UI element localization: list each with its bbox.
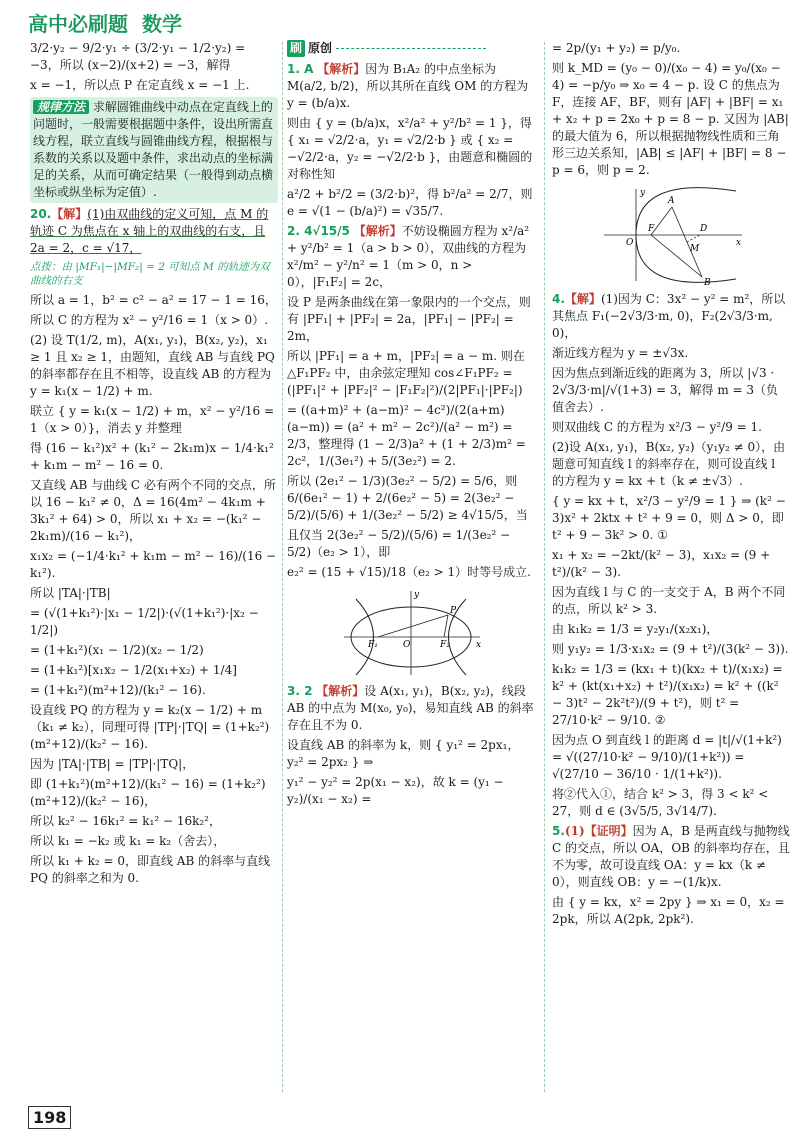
point-label-m: M <box>690 244 700 254</box>
text-line: 即 (1+k₁²)(m²+12)/(k₁² − 16) = (1+k₂²)(m²+12)/(k₂² − 16)， <box>30 777 266 808</box>
segment-bf <box>651 235 702 277</box>
segment-pf2 <box>444 615 448 637</box>
ellipse-hyperbola-figure <box>336 587 486 677</box>
text-line: x₁x₂ = (−1/4·k₁² + k₁m − m² − 16)/(16 − k₁²). <box>30 549 277 580</box>
column-3 <box>552 40 790 931</box>
column-1 <box>30 40 278 890</box>
text-line: 3/2·y₂ − 9/2·y₁ ÷ (3/2·y₁ − 1/2·y₂) = −3，所以 (x−2)/(x+2) = −3，解得 <box>30 41 246 72</box>
origin-label: O <box>403 640 411 650</box>
text-line: 将②代入①，结合 k² > 3，得 3 < k² < 27，则 d ∈ (3√5/5, 3√14/7). <box>552 787 769 818</box>
text-line: = (1+k₁²)(x₁ − 1/2)(x₂ − 1/2) <box>30 643 204 657</box>
section-heading <box>287 40 535 57</box>
text-line: 所以 a = 1，b² = c² − a² = 17 − 1 = 16， <box>30 293 277 307</box>
method-label: 规律方法 <box>33 100 89 114</box>
text-line: 因为点 O 到直线 l 的距离 d = |t|/√(1+k²) = √((27/10·k² − 9/10)/(1+k²)) = √(27/10 − 36/10 · 1/(1+k²)). <box>552 733 782 781</box>
page-number: 198 <box>28 1106 71 1129</box>
point-label-f: F <box>648 224 655 234</box>
point-label-d: D <box>700 224 708 234</box>
text-line: a²/2 + b²/2 = (3/2·b)²，得 b²/a² = 2/7，则 e = √(1 − (b/a)²) = √35/7. <box>287 187 533 218</box>
text-line: = (1+k₁²)[x₁x₂ − 1/2(x₁+x₂) + 1/4] <box>30 663 237 677</box>
text-line: 则 k_MD = (y₀ − 0)/(x₀ − 4) = y₀/(x₀ − 4) = −p/y₀ ⇒ x₀ = 4 − p. 设 C 的焦点为 F，连接 AF，BF，则有 |AF| + |BF| = x₁ + x₂ + p = 2x₀ + p = 8 − p. 又因为 |AB| 的最大值为 6，所以根据抛物线性质和三角形三边关系知，|AB| ≤ |AF| + |BF| = 8 − p = 6，则 p = 2. <box>552 61 789 177</box>
text-line: x = −1，所以点 P 在定直线 x = −1 上. <box>30 78 250 92</box>
text-line: 所以 k₂² − 16k₁² = k₁² − 16k₂²， <box>30 814 221 828</box>
text-line: 因为直线 l 与 C 的一支交于 A，B 两个不同的点，所以 k² > 3. <box>552 585 786 616</box>
text-line: (1)由双曲线的定义可知，点 M 的轨迹 C 为焦点在 x 轴上的双曲线的右支，且 2a = 2，c = √17， <box>30 207 269 255</box>
analysis-tag: 【解析】 <box>316 684 365 698</box>
solution-tag: 【解】 <box>564 292 601 306</box>
analysis-tag: 【解析】 <box>353 224 402 238</box>
point-label-p: P <box>450 606 457 616</box>
axis-label-y: y <box>414 590 420 600</box>
text-line: e₂² = (15 + √15)/18（e₂ > 1）时等号成立. <box>287 565 531 579</box>
text-line: 不妨设椭圆方程为 x²/a² + y²/b² = 1（a > b > 0），双曲线的方程为 x²/m² − y²/n² = 1（m > 0，n > 0），|F₁F₂| = 2c， <box>287 224 530 289</box>
text-line: 所以 |PF₁| = a + m，|PF₂| = a − m. 则在 △F₁PF₂ 中，由余弦定理知 cos∠F₁PF₂ = (|PF₁|² + |PF₂|² − |F₁F₂|²)/(2|PF₁|·|PF₂|) <box>287 349 525 397</box>
section-title: 原创 <box>308 41 333 55</box>
text-line: y₁² − y₂² = 2p(x₁ − x₂)，故 k = (y₁ − y₂)/(x₁ − x₂) = <box>287 775 504 806</box>
text-line: 因为 |TA|·|TB| = |TP|·|TQ|， <box>30 757 195 771</box>
text-line: 由 k₁k₂ = 1/3 = y₂y₁/(x₂x₁)， <box>552 622 719 636</box>
text-line: (1)因为 C：3x² − y² = m²，所以其焦点 F₁(−2√3/3·m, 0)，F₂(2√3/3·m, 0)， <box>552 292 786 340</box>
column-2 <box>287 40 535 811</box>
question-number: 2. 4√15/5 <box>287 224 350 238</box>
section-badge: 刷 <box>287 40 305 57</box>
subject-title: 数学 <box>142 12 182 36</box>
text-line: 渐近线方程为 y = ±√3x. <box>552 346 689 360</box>
column-divider-1 <box>282 42 283 1092</box>
axis-label-x: x <box>736 238 742 248</box>
origin-label: O <box>626 238 634 248</box>
text-line: = 2p/(y₁ + y₂) = p/y₀. <box>552 41 681 55</box>
axis-label-x: x <box>476 640 482 650</box>
solution-tag: 【解】 <box>51 207 88 221</box>
page-header <box>28 8 278 34</box>
text-line: 因为 B₁A₂ 的中点坐标为 M(a/2, b/2)，所以其所在直线 OM 的方程为 y = (b/a)x. <box>287 62 529 110</box>
text-line: 设直线 PQ 的方程为 y = k₂(x − 1/2) + m（k₁ ≠ k₂），同理可得 |TP|·|TQ| = (1+k₂²)(m²+12)/(k₂² − 16). <box>30 703 270 751</box>
question-number: 3. 2 <box>287 684 313 698</box>
point-label-b: B <box>704 278 711 285</box>
text-line: 所以 k₁ = −k₂ 或 k₁ = k₂（舍去）， <box>30 834 226 848</box>
proof-tag: (1)【证明】 <box>564 824 633 838</box>
axis-label-y: y <box>640 188 646 198</box>
text-line: 且仅当 2(3e₂² − 5/2)/(5/6) = 1/(3e₂² − 5/2)（e₂ > 1），即 <box>287 528 511 559</box>
method-box <box>30 97 278 203</box>
segment-md <box>687 235 700 242</box>
parabola-figure <box>596 185 746 285</box>
book-title: 高中必刷题 <box>28 12 128 36</box>
text-line: k₁k₂ = 1/3 = (kx₁ + t)(kx₂ + t)/(x₁x₂) = k² + (kt(x₁+x₂) + t²)/(x₁x₂) = k² + ((k² − 3)t² − 2k²t²)/(9 + t²)，则 t² = 27/10·k² − 9/10. ② <box>552 662 783 727</box>
text-line: 因为焦点到渐近线的距离为 3，所以 |√3 · 2√3/3·m|/√(1+3) = 3，解得 m = 3（负值舍去）. <box>552 366 779 414</box>
question-number: 4. <box>552 292 565 306</box>
point-label-f1: F₁ <box>368 640 378 650</box>
question-number: 1. A <box>287 62 314 76</box>
text-line: 得 (16 − k₁²)x² + (k₁² − 2k₁m)x − 1/4·k₁² + k₁m − m² − 16 = 0. <box>30 441 274 472</box>
text-line: 则 y₁y₂ = 1/3·x₁x₂ = (9 + t²)/(3(k² − 3)). <box>552 642 789 656</box>
question-number: 20. <box>30 207 52 221</box>
analysis-tag: 【解析】 <box>317 62 366 76</box>
text-line: 所以 C 的方程为 x² − y²/16 = 1（x > 0）. <box>30 313 269 327</box>
text-line: { y = kx + t，x²/3 − y²/9 = 1 } ⇒ (k² − 3)x² + 2ktx + t² + 9 = 0，则 Δ > 0，即 t² + 9 − 3k² > 0. ① <box>552 494 786 542</box>
text-line: 则双曲线 C 的方程为 x²/3 − y²/9 = 1. <box>552 420 762 434</box>
point-label-a: A <box>668 196 675 206</box>
text-line: 所以 k₁ + k₂ = 0，即直线 AB 的斜率与直线 PQ 的斜率之和为 0. <box>30 854 271 885</box>
question-number: 5. <box>552 824 565 838</box>
text-line: 设 P 是两条曲线在第一象限内的一个交点，则有 |PF₁| + |PF₂| = 2a，|PF₁| − |PF₂| = 2m， <box>287 295 531 343</box>
text-line: 所以 |TA|·|TB| <box>30 586 111 600</box>
text-line: 由 { y = kx，x² = 2py } ⇒ x₁ = 0，x₂ = 2pk，所以 A(2pk, 2pk²). <box>552 895 785 926</box>
text-line: 联立 { y = k₁(x − 1/2) + m，x² − y²/16 = 1（x > 0）}，消去 y 并整理 <box>30 404 275 435</box>
text-line: = (√(1+k₁²)·|x₁ − 1/2|)·(√(1+k₁²)·|x₂ − 1/2|) <box>30 606 259 637</box>
text-line: 设 A(x₁, y₁)，B(x₂, y₂)，线段 AB 的中点为 M(x₀, y₀)，易知直线 AB 的斜率存在且不为 0. <box>287 684 534 732</box>
section-rule <box>336 48 486 49</box>
text-line: 因为 A，B 是两直线与抛物线 C 的交点，所以 OA，OB 的斜率均存在，且不为零，故可设直线 OA：y = kx（k ≠ 0），则直线 OB：y = −(1/k)x. <box>552 824 790 889</box>
text-line: 设直线 AB 的斜率为 k，则 { y₁² = 2px₁，y₂² = 2px₂ } ⇒ <box>287 738 520 769</box>
text-line: 所以 (2e₁² − 1/3)(3e₂² − 5/2) = 5/6，则 6/(6e₁² − 1) + 2/(6e₂² − 5) = 2(3e₂² − 5/2)/(5/6) + 1/(3e₂² − 5/2) ≥ 4√15/5，当 <box>287 474 528 522</box>
column-divider-2 <box>544 42 545 1092</box>
text-line: (2)设 A(x₁, y₁)，B(x₂, y₂)（y₁y₂ ≠ 0），由题意可知直线 l 的斜率存在，则可设直线 l 的方程为 y = kx + t（k ≠ ±√3）. <box>552 440 786 488</box>
method-text: 求解圆锥曲线中动点在定直线上的问题时，一般需要根据题中条件，设出所需直线方程，联立直线与圆锥曲线方程，根据根与系数的关系以及题中条件，求出动点的坐标满足的关系，从而可确定结果（一般得到动点横坐标或纵坐标为定值）. <box>33 100 274 199</box>
text-line: x₁ + x₂ = −2kt/(k² − 3)，x₁x₂ = (9 + t²)/(k² − 3). <box>552 548 771 579</box>
text-line: (2) 设 T(1/2, m)，A(x₁, y₁)，B(x₂, y₂)，x₁ ≥ 1 且 x₂ ≥ 1，由题知，直线 AB 与直线 PQ 的斜率都存在且不相等，设直线 AB 的方程为 y = k₁(x − 1/2) + m. <box>30 333 275 398</box>
hint-note: 点拨：由 |MF₁|−|MF₂| = 2 可知点 M 的轨迹为双曲线的右支 <box>30 261 270 287</box>
text-line: = ((a+m)² + (a−m)² − 4c²)/(2(a+m)(a−m)) = (a² + m² − 2c²)/(a² − m²) = 2/3，整理得 (1 − 2/3)a² + (1 + 2/3)m² = 2c²，1/(3e₁²) + 5/(3e₂²) = 2. <box>287 403 526 468</box>
text-line: = (1+k₁²)(m²+12)/(k₁² − 16). <box>30 683 206 697</box>
point-label-f2: F₂ <box>440 640 450 650</box>
text-line: 又直线 AB 与曲线 C 必有两个不同的交点，所以 16 − k₁² ≠ 0，Δ = 16(4m² − 4k₁m + 3k₁² + 64) > 0，所以 x₁ + x₂ = −(k₁² − 2k₁m)/(16 − k₁²)， <box>30 478 276 543</box>
segment-pf1 <box>378 615 448 637</box>
text-line: 则由 { y = (b/a)x，x²/a² + y²/b² = 1 }，得 { x₁ = √2/2·a，y₁ = √2/2·b } 或 { x₂ = −√2/2·a，y₂ = −√2/2·b }，由题意和椭圆的对称性知 <box>287 116 533 181</box>
